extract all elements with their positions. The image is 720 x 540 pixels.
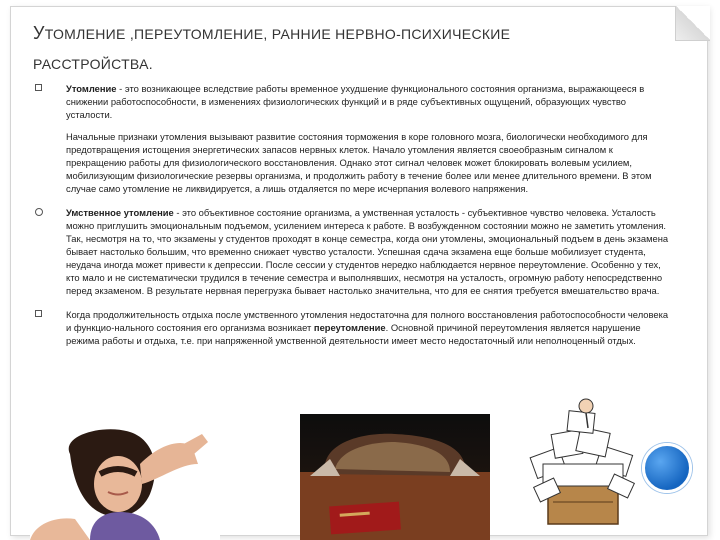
paragraph-overfatigue xyxy=(30,308,670,347)
term-mental-fatigue: Умственное утомление xyxy=(66,207,174,218)
paragraph-text: Начальные признаки утомления вызывают развитие состояния торможения в коре головного мозга, биологически необходимого для предотвращения истощения энергетических запасов нервных клеток. Начало утомления является своеобразным сигналом к прекращению работы для физиологического восстановления. Однако этот сигнал человек может блокировать волевым усилием, мобилизующим физиологические резервы организма, и продолжить работу в течение более или менее длительного времени. В этом случае само утомление не ликвидируется, а лишь отдаляется по мере исчерпания волевого напряжения. xyxy=(66,131,652,194)
title-line2: РАССТРОЙСТВА. xyxy=(33,56,153,72)
paragraph-fatigue-definition xyxy=(30,82,670,121)
exhausted-student-image xyxy=(300,414,490,540)
square-bullet-icon xyxy=(35,310,42,317)
square-bullet-icon xyxy=(35,84,42,91)
term-overfatigue: переутомление xyxy=(313,322,386,333)
slide-body xyxy=(30,82,670,347)
slide-title xyxy=(33,18,653,79)
title-capital: У xyxy=(33,23,45,43)
title-line1: ТОМЛЕНИЕ ,ПЕРЕУТОМЛЕНИЕ, РАННИЕ НЕРВНО-ПСИХИЧЕСКИЕ xyxy=(44,26,511,42)
paragraph-mental-fatigue xyxy=(30,206,670,297)
paragraph-text: - это возникающее вследствие работы временное ухудшение функционального состояния организма, выражающееся в снижении работоспособности, в изменениях физиологических функций и в ряде субъективных ощущений, образующих чувство усталости. xyxy=(66,83,645,120)
term-fatigue: Утомление xyxy=(66,83,117,94)
page-corner-fold xyxy=(675,6,710,41)
paragraph-fatigue-signs xyxy=(30,130,670,195)
circle-bullet-icon xyxy=(35,208,43,216)
paragraph-text: . Основной причиной переутомления является нарушение режима работы и отдыха, т.е. при напряженной умственной деятельности имеет место недостаточный или неполноценный отдых. xyxy=(66,322,641,346)
paper-pile-image xyxy=(528,392,638,530)
paragraph-text: - это объективное состояние организма, а умственная усталость - субъективное чувство человека. Усталость можно приглушить эмоциональным подъемом, усилением интереса к работе. В возбужденном состоянии можно не заметить утомления. Так, несмотря на то, что экзамены у студентов проходят в конце семестра, когда они утомлены, эмоциональный подъем в день экзамена бывает настолько большим, что временно снижает чувство усталости. Успешная сдача экзамена еще больше мобилизует студента, неудача иногда может привести к депрессии. После сессии у студентов нередко наблюдается нервное переутомление. Особенно у тех, кто мало и не систематически трудился в течение семестра и выполнявших, несмотря на усталость, огромную работу непосредственно перед экзаменом. В результате нервная перегрузка бывает настолько значительна, что для ее снятия требуется вмешательство врача. xyxy=(66,207,669,296)
decorative-blue-circle xyxy=(642,443,692,493)
tired-woman-image xyxy=(30,424,220,540)
paragraph-text: Когда продолжительность отдыха после умственного утомления недостаточна для полного восстановления работоспособности человека и функцио-нального состояния его организма возникает xyxy=(66,309,669,333)
